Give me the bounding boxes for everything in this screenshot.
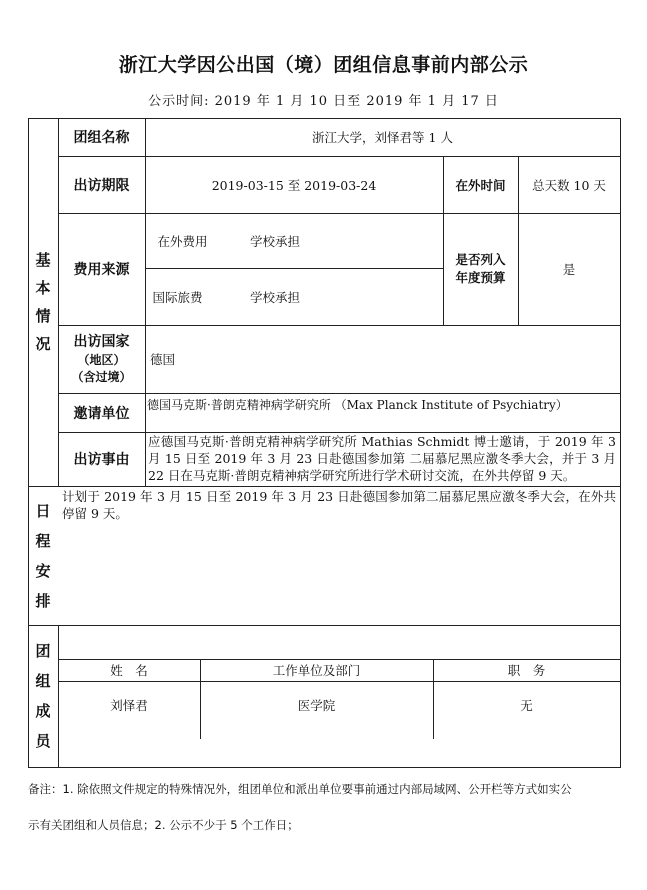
country-label-main: 出访国家 bbox=[73, 334, 130, 350]
group-name-value: 浙江大学，刘怿君等 1 人 bbox=[312, 130, 453, 145]
members-header-position: 职 务 bbox=[507, 663, 546, 678]
section-schedule-char: 程 bbox=[35, 531, 51, 550]
country-label-region: （地区） bbox=[77, 353, 126, 367]
section-schedule-char: 安 bbox=[35, 561, 51, 580]
member-name: 刘怿君 bbox=[110, 698, 148, 713]
inviter-label: 邀请单位 bbox=[73, 405, 130, 422]
budget-label-line: 是否列入 bbox=[455, 252, 506, 267]
section-members-char: 组 bbox=[35, 672, 51, 690]
visit-period-label: 出访期限 bbox=[73, 177, 130, 194]
section-members-char: 成 bbox=[35, 702, 51, 720]
member-position: 无 bbox=[520, 698, 533, 713]
budget-value: 是 bbox=[562, 262, 576, 277]
country-value: 德国 bbox=[150, 352, 176, 367]
section-basic-char: 本 bbox=[35, 279, 51, 297]
section-members bbox=[28, 625, 58, 767]
budget-label bbox=[443, 213, 518, 325]
visit-period-value: 2019-03-15 至 2019-03-24 bbox=[211, 177, 377, 193]
section-members-char: 团 bbox=[35, 642, 51, 660]
section-basic-char: 况 bbox=[35, 335, 51, 353]
section-basic-char: 基 bbox=[35, 251, 51, 269]
abroad-cost-value: 学校承担 bbox=[249, 233, 300, 249]
members-header-unit: 工作单位及部门 bbox=[272, 663, 361, 678]
section-basic-info bbox=[28, 118, 58, 486]
section-basic-char: 情 bbox=[35, 307, 51, 325]
members-header-name: 姓 名 bbox=[110, 663, 148, 678]
budget-label-line: 年度预算 bbox=[455, 270, 506, 285]
section-schedule bbox=[28, 486, 58, 625]
abroad-cost-label: 在外费用 bbox=[157, 233, 208, 249]
note-line-2: 示有关团组和人员信息；2. 公示不少于 5 个工作日； bbox=[28, 818, 299, 832]
travel-cost-label: 国际旅费 bbox=[152, 289, 203, 305]
travel-cost-value: 学校承担 bbox=[249, 289, 300, 305]
member-unit: 医学院 bbox=[297, 698, 336, 713]
reason-label: 出访事由 bbox=[73, 452, 130, 468]
note-line-1: 备注：1. 除依照文件规定的特殊情况外，组团单位和派出单位要事前通过内部局域网、公开栏等方式如实公 bbox=[28, 782, 572, 796]
country-label-transit: （含过境） bbox=[71, 370, 132, 384]
publish-time: 公示时间: 2019 年 1 月 10 日至 2019 年 1 月 17 日 bbox=[148, 94, 499, 109]
schedule-value: 计划于 2019 年 3 月 15 日至 2019 年 3 月 23 日赴德国参加第二届慕尼黑应激冬季大会，在外共停留 9 天。 bbox=[62, 489, 616, 521]
section-schedule-char: 日 bbox=[35, 501, 51, 520]
abroad-time-label: 在外时间 bbox=[455, 177, 506, 193]
section-schedule-char: 排 bbox=[35, 591, 51, 610]
group-name-label: 团组名称 bbox=[73, 130, 130, 146]
funding-label: 费用来源 bbox=[73, 262, 130, 278]
inviter-value: 德国马克斯·普朗克精神病学研究所 （Max Planck Institute of Psychiatry） bbox=[147, 397, 568, 412]
section-members-char: 员 bbox=[35, 732, 51, 750]
page-title: 浙江大学因公出国（境）团组信息事前内部公示 bbox=[118, 54, 529, 76]
abroad-time-value: 总天数 10 天 bbox=[532, 177, 606, 193]
reason-value: 应德国马克斯·普朗克精神病学研究所 Mathias Schmidt 博士邀请，于 2019 年 3 月 15 日至 2019 年 3 月 23 日赴德国参加第 二届慕尼黑应激冬季大会，并于 3 月 22 日在马克斯·普朗克精神病学研究所进行学术研讨交流，在外共停留 9 天。 bbox=[148, 434, 616, 483]
country-label bbox=[58, 325, 145, 393]
